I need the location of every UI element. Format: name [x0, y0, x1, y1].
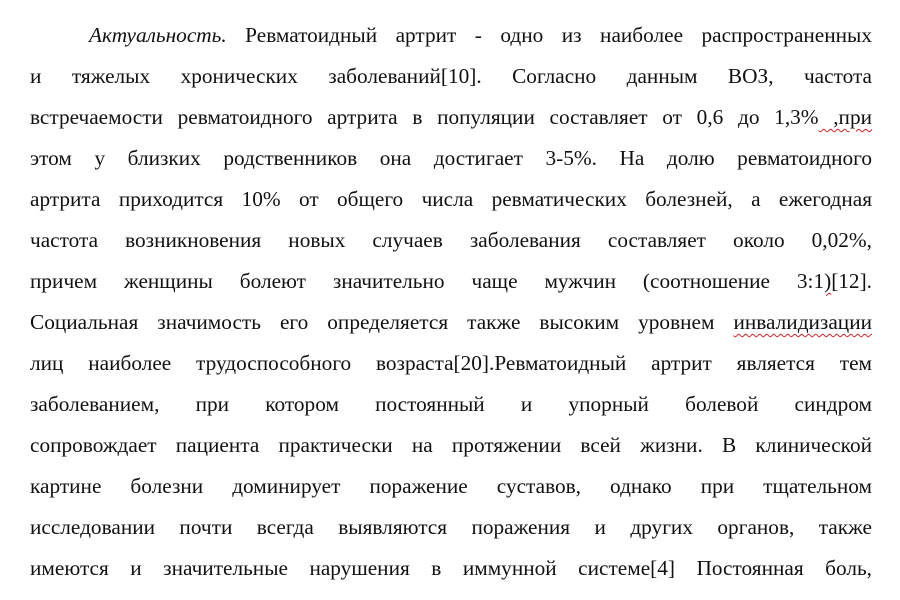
spellcheck-flagged-text[interactable]: инвалидизации: [733, 310, 872, 334]
text-line-5: артрита приходится 10% от общего числа ревматических болезней, а ежегодная: [30, 187, 872, 211]
paragraph-relevance: [30, 17, 872, 591]
line-text: Ревматоидный артрит - одно из наиболее распространенных: [245, 23, 873, 47]
line-text: [12].: [831, 269, 872, 293]
text-line-8: [30, 304, 872, 345]
text-line-11: сопровождает пациента практически на протяжении всей жизни. В клинической: [30, 433, 872, 457]
text-line-3: [30, 99, 872, 140]
spellcheck-flagged-text[interactable]: ): [824, 269, 832, 293]
text-line-12: картине болезни доминирует поражение суставов, однако при тщательном: [30, 474, 872, 498]
line-text: Социальная значимость его определяется также высоким уровнем: [30, 310, 734, 334]
section-heading: Актуальность.: [89, 23, 227, 47]
text-line-2: и тяжелых хронических заболеваний[10]. Согласно данным ВОЗ, частота: [30, 64, 872, 88]
line-text: встречаемости ревматоидного артрита в популяции составляет от 0,6 до 1,3%: [30, 105, 819, 129]
text-line-13: исследовании почти всегда выявляются поражения и других органов, также: [30, 515, 872, 539]
text-line-9: лиц наиболее трудоспособного возраста[20].Ревматоидный артрит является тем: [30, 351, 872, 375]
text-line-4: этом у близких родственников она достигает 3-5%. На долю ревматоидного: [30, 146, 872, 170]
text-line-7: [30, 263, 872, 304]
text-line-10: заболеванием, при котором постоянный и упорный болевой синдром: [30, 392, 872, 416]
spellcheck-flagged-text[interactable]: ,при: [818, 105, 872, 129]
text-line-14: имеются и значительные нарушения в иммунной системе[4] Постоянная боль,: [30, 556, 872, 580]
text-line-6: частота возникновения новых случаев заболевания составляет около 0,02%,: [30, 228, 872, 252]
line-text: причем женщины болеют значительно чаще мужчин (соотношение 3:1: [30, 269, 825, 293]
text-line-1: [30, 17, 872, 58]
